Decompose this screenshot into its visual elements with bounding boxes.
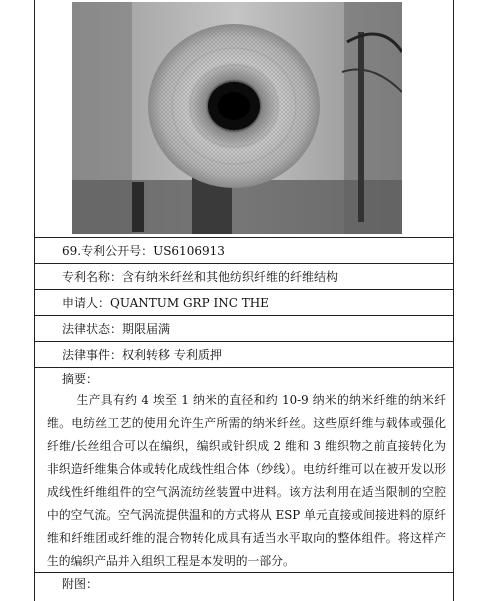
legal-events-row	[34, 342, 454, 368]
abstract-label: 摘要：	[62, 372, 99, 386]
figure-label: 附图：	[62, 577, 99, 591]
legal-status-text: 法律状态：期限届满	[62, 322, 171, 336]
abstract-text: 生产具有约 4 埃至 1 纳米的直径和约 10-9 纳米的纳米纤维的纳米纤维。电纺丝工艺的使用允许生产所需的纳米纤丝。这些原纤维与载体或强化纤维/长丝组合可以在编织，编织或针织成 2 维和 3 维织物之前直接转化为非织造纤维集合体或转化成线性组合体（纱线）。电纺纤维可以在被开发以形成线性纤维组件的空气涡流纺丝装置中进料。该方法利用在适当限制的空腔中的空气流。空气涡流提供温和的方式将从 ESP 单元直接或间接进料的原纤维和纤维团或纤维的混合物转化成具有适当水平取向的整体组件。将这样产生的编织产品并入组织工程是本发明的一部分。	[47, 393, 446, 568]
legal-status-row	[34, 316, 454, 342]
abstract-cell	[34, 368, 454, 573]
legal-events-text: 法律事件：权利转移 专利质押	[62, 348, 222, 362]
fiber-roll-photo	[72, 2, 402, 234]
pub-number-text: 69.专利公开号：US6106913	[62, 244, 225, 258]
applicant-row	[34, 290, 454, 316]
figure-cell	[34, 573, 454, 601]
applicant-text: 申请人：QUANTUM GRP INC THE	[62, 296, 269, 310]
patent-name-text: 专利名称：含有纳米纤丝和其他纺织纤维的纤维结构	[62, 270, 339, 284]
patent-name-row	[34, 264, 454, 290]
pub-number-row	[34, 238, 454, 264]
photo-cell	[34, 0, 454, 238]
